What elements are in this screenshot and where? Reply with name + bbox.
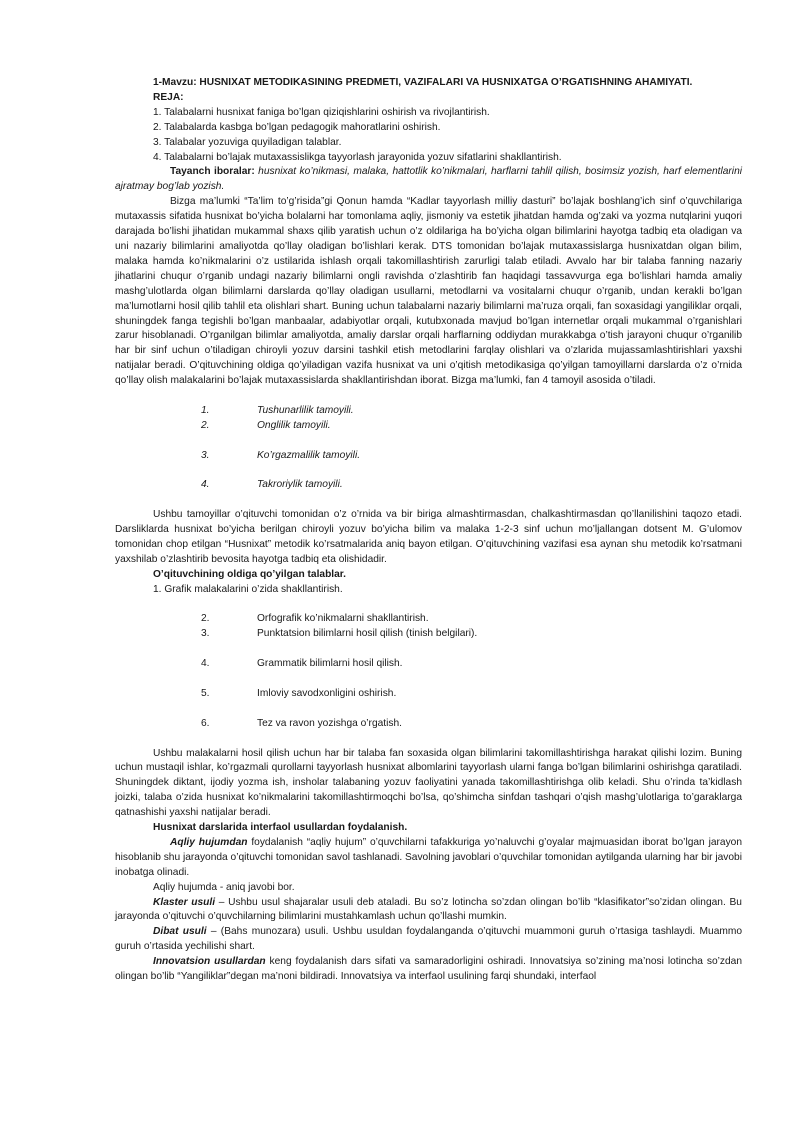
brainstorm-paragraph (115, 836, 742, 881)
cluster-text: – Ushbu usul shajaralar usuli deb ataladi. Bu so’z lotincha so’zdan olingan bo’lib “klasifikator”so’zidan olingan. Bu jarayonda o’qituvchi o’quvchilarning bilimlarini mustahkamlash uchun qo’llashi mumkin. (115, 896, 742, 923)
debate-paragraph (115, 925, 742, 955)
reja-item: 1. Talabalarni husnixat faniga bo’lgan qiziqishlarini oshirish va rivojlantirish. (153, 106, 490, 118)
requirements-heading: O’qituvchining oldiga qo’yilgan talablar. (153, 568, 347, 580)
requirement-item (115, 687, 742, 702)
reja-item: 3. Talabalar yozuviga quyiladigan talablar. (153, 136, 342, 148)
requirement-number: 2. (201, 613, 210, 625)
principle-item (115, 478, 742, 493)
requirement-item (115, 627, 742, 642)
requirement-number: 6. (201, 717, 210, 729)
principle-text: Ko’rgazmalilik tamoyili. (257, 449, 361, 461)
requirement-item (115, 657, 742, 672)
principle-text: Takroriylik tamoyili. (257, 479, 343, 491)
requirement-text: Imloviy savodxonligini oshirish. (257, 687, 397, 699)
key-terms-paragraph (115, 165, 742, 195)
reja-item: 2. Talabalarda kasbga bo’lgan pedagogik mahoratlarini oshirish. (153, 121, 441, 133)
innovation-paragraph (115, 955, 742, 985)
skills-paragraph: Ushbu malakalarni hosil qilish uchun har bir talaba fan soxasida olgan bilimlarini takomillashtirishga harakat qilishi lozim. Buning uchun mustaqil ishlar, ko’rgazmali qurollarni tayyorlash husnixat albomlarini tayyorlash ularni fanga bo’lgan bilimlarini oshirishga qaratiladi. Shuningdek diktant, ijodiy yozma ish, insholar talabaning yozuv faoliyatini yanada takomillashtirishga olib keladi. Shu o’rinda ta’kidlash joizki, talaba o’zida husnixat ko’nikmalarini takomillashtirmoqchi bo’lsa, qo’shimcha sinfdan tashqari o’qish mashg’ulotlariga to’garaklarga qatnashishi yaxshi natijalar beradi. (115, 747, 742, 819)
debate-label: Dibat usuli (153, 926, 207, 938)
innovation-text: keng foydalanish dars sifati va samaradorligini oshiradi. Innovatsiya so’zining ma’nosi lotincha so’zdan olingan bo’lib “Yangiliklar”degan ma’noni bildiradi. Innovatsiya va interfaol usulining farqi shundaki, interfaol (115, 956, 742, 983)
key-terms-text: husnixat ko’nikmasi, malaka, hattotlik ko’nikmalari, harflarni tahlil qilish, bosimsiz yozish, harf elementlarini ajratmay bog’lab yozish. (115, 166, 742, 193)
requirement-item: 1. Grafik malakalarini o’zida shakllantirish. (153, 583, 343, 595)
requirement-number: 5. (201, 687, 210, 699)
principles-paragraph: Ushbu tamoyillar o’qituvchi tomonidan o’z o’rnida va bir biriga almashtirmasdan, chalkashtirmasdan qo’llanilishini taqozo etadi. Darsliklarda husnixat bo’yicha berilgan chiroyli yozuv bo’yicha bilim va malaka 1-2-3 sinf uchun mo’ljallangan dotsent M. G’ulomov tomonidan chop etilgan “Husnixat” metodik ko’rsatmalarida aniq bayon etilgan. O’qituvchining vazifasi esa aynan shu metodik ko’rsatmani yaxshilab o’zlashtirib bevosita hayotga tadbiq eta olishidadir. (115, 509, 742, 565)
requirement-item (115, 717, 742, 732)
document-page (115, 76, 742, 985)
interactive-methods-heading: Husnixat darslarida interfaol usullardan foydalanish. (153, 822, 408, 834)
brainstorm-text: foydalanish “aqliy hujum” o’quvchilarni tafakkuriga yo’naluvchi g’oyalar majmuasidan iborat bo’lgan jarayon hisoblanib shu jarayonda o’qituvchi tomonidan savol tashlanadi. Savolning javoblari o’quvchilar tomonidan aytilganda ularning har bir javobi inobatga olinadi. (115, 836, 742, 878)
principle-item (115, 419, 742, 434)
requirement-number: 3. (201, 628, 210, 640)
brainstorm-label: Aqliy hujumdan (170, 836, 248, 848)
debate-text: – (Bahs munozara) usuli. Ushbu usuldan foydalanganda o’qituvchi muammoni guruh o’rtasiga tashlaydi. Muammo guruh o’rtasida yechilishi shart. (115, 926, 742, 953)
principle-number: 1. (201, 404, 210, 416)
cluster-paragraph (115, 896, 742, 926)
principle-item (115, 404, 742, 419)
requirement-text: Orfografik ko’nikmalarni shakllantirish. (257, 613, 429, 625)
requirement-text: Punktatsion bilimlarni hosil qilish (tinish belgilari). (257, 628, 478, 640)
key-terms-label: Tayanch iboralar: (170, 166, 255, 178)
reja-heading: REJA: (153, 91, 184, 103)
page-title: 1-Mavzu: HUSNIXAT METODIKASINING PREDMETI, VAZIFALARI VA HUSNIXATGA O’RGATISHNING AHAMIYATI. (153, 77, 693, 88)
requirement-text: Tez va ravon yozishga o’rgatish. (257, 717, 402, 729)
intro-paragraph: Bizga ma’lumki “Ta’lim to’g’risida”gi Qonun hamda “Kadlar tayyorlash milliy dasturi” bo’lajak boshlang’ich sinf o’quvchilariga mutaxassis sifatida husnixat bo’yicha bolalarni har tomonlama aqliy, jismoniy va estetik jihatdan hamda og’zaki va yozma nutqlarini yuqori darajada bo’lishi jihatidan mukammal shaxs qilib yaratish uchun o’z oldilariga ha bo’yicha olgan bilimlarini hayotga tadbiq eta oladigan va uni nazariy bilimlarini amaliyotda qo’llay oladigan bo’lishlari kerak. DTS tomonidan bo’lajak mutaxassislarga husnixatdan olgan bilim, malaka hamda ko’nikmalarini o’z ustilarida ishlash orqali takomillashtirish zarurligi talab etiladi. Avvalo har bir talaba fanning nazariy jihatlarini chuqur o’rganib undagi nazariy bilimlarni ongli ravishda o’zlashtirib fan haqidagi tassavvurga ega bo’lishlari hamda amaliy mashg’ulotlarda olgan bilimlarni darslarda qo’llay oladigan usullarni, metodlarni va vositalarni chuqur o’rganib, undan kerakli bo’lgan ma’lumotlarni hosil qilib tahlil eta olishlari shart. Buning uchun talabalarni nazariy bilimlarni ma’ruza orqali, fan soxasidagi yangiliklar orqali, shuningdek fanga tegishli bo’lgan manbaalar, adabiyotlar orqali, kutubxonada mavjud bo’lgan internetlar orqali mukammal o’rganishlari zarur hisoblanadi. O’rganilgan bilimlar amaliyotda, amaliy darslar orqali harflarning oddiydan murakkabga o’tish jarayoni chuqur o’rganilib har bir sinf uchun o’tiladigan chiroyli yozuv darsini tashkil etish metodlarini farqlay olishlari va o’zlarida mujassamlashtirishlari yaxshi natijalar beradi. O’qituvchining oldiga qo’yiladigan vazifa husnixat va uni o’qitish metodikasiga qo’yilgan tamoyillarni darslarda o’z o’rnida qo’llay olish malakalarini bo’lajak mutaxassislarda shakllantirishdan iborat. Bizga ma’lumki, fan 4 tamoyil asosida o’tiladi. (115, 196, 742, 387)
requirement-item (115, 612, 742, 627)
reja-item: 4. Talabalarni bo’lajak mutaxassislikga tayyorlash jarayonida yozuv sifatlarini shakllantirish. (153, 151, 562, 163)
principle-text: Onglilik tamoyili. (257, 419, 331, 431)
principle-text: Tushunarlilik tamoyili. (257, 404, 354, 416)
principle-item (115, 449, 742, 464)
innovation-label: Innovatsion usullardan (153, 956, 266, 968)
principle-number: 4. (201, 479, 210, 491)
requirement-text: Grammatik bilimlarni hosil qilish. (257, 658, 403, 670)
principle-number: 3. (201, 449, 210, 461)
principle-number: 2. (201, 419, 210, 431)
requirement-number: 4. (201, 658, 210, 670)
cluster-label: Klaster usuli (153, 896, 216, 908)
brainstorm-note: Aqliy hujumda - aniq javobi bor. (153, 881, 295, 893)
